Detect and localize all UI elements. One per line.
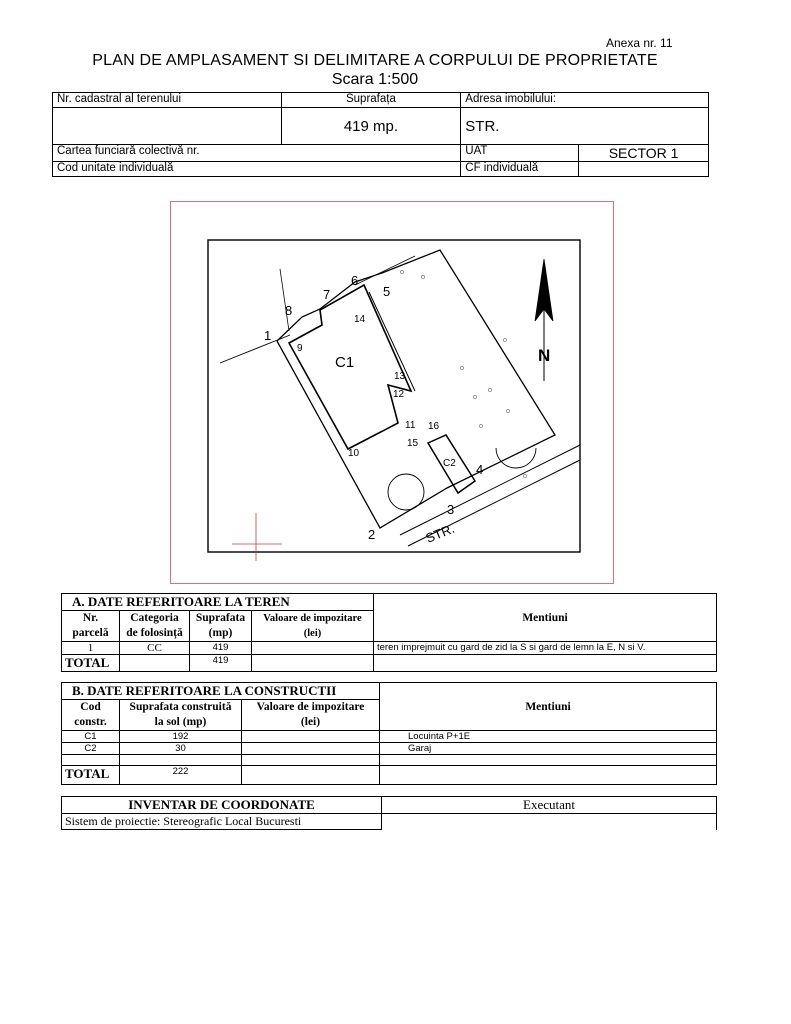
executant-label: Executant xyxy=(382,797,717,814)
point-label: 9 xyxy=(297,343,303,354)
land-book-label: Cartea funciară colectivă nr. xyxy=(53,145,461,162)
property-info-table xyxy=(52,92,709,177)
section-a-title: A. DATE REFERITOARE LA TEREN xyxy=(62,594,374,611)
col-notes-header: Mentiuni xyxy=(380,700,717,731)
uat-value: SECTOR 1 xyxy=(579,145,709,162)
point-label: 15 xyxy=(407,438,419,449)
point-label: 7 xyxy=(323,287,331,302)
neighbor-side-line xyxy=(280,269,289,331)
address-value: STR. xyxy=(461,108,709,145)
point-label: 16 xyxy=(428,421,440,432)
point-label: 3 xyxy=(447,502,455,517)
col-code-header: Cod constr. xyxy=(62,700,120,731)
building-c1-offset-line xyxy=(369,292,415,391)
col-tax-header: Valoare de impozitare (lei) xyxy=(252,611,374,642)
point-label: 5 xyxy=(383,284,391,299)
col-parcel-header: Nr. parcelă xyxy=(62,611,120,642)
street-line-1 xyxy=(400,445,580,535)
col-notes-header: Mentiuni xyxy=(374,611,717,642)
point-labels xyxy=(264,273,483,542)
tree-symbol xyxy=(388,474,424,510)
site-plan-drawing xyxy=(170,201,614,584)
cadastral-value xyxy=(53,108,282,145)
point-label: 2 xyxy=(368,527,376,542)
cf-value xyxy=(579,162,709,177)
point-label: 11 xyxy=(405,420,416,431)
cf-label: CF individuală xyxy=(461,162,579,177)
document-title: PLAN DE AMPLASAMENT SI DELIMITARE A CORPULUI DE PROPRIETATE xyxy=(92,52,658,69)
neighbor-top-line xyxy=(355,256,415,285)
building-c2-label: C2 xyxy=(443,458,456,469)
point-label: 1 xyxy=(264,328,272,343)
section-b-title: B. DATE REFERITOARE LA CONSTRUCTII xyxy=(62,683,380,700)
table-row: TOTAL 419 xyxy=(62,655,717,672)
vegetation-marks xyxy=(400,270,526,477)
north-label: N xyxy=(538,346,551,365)
construction-data-table xyxy=(61,682,717,785)
table-row: C2 30 Garaj xyxy=(62,743,717,755)
projection-system: Sistem de proiectie: Stereografic Local Bucuresti xyxy=(62,814,382,830)
parcel-boundary xyxy=(277,250,555,528)
cadastral-label: Nr. cadastral al terenului xyxy=(53,93,282,108)
col-surface-header: Suprafata (mp) xyxy=(190,611,252,642)
unit-code-label: Cod unitate individuală xyxy=(53,162,461,177)
surface-label: Suprafața xyxy=(281,93,461,108)
table-row: C1 192 Locuinta P+1E xyxy=(62,731,717,743)
annex-number: Anexa nr. 11 xyxy=(606,36,673,50)
surface-value: 419 mp. xyxy=(281,108,461,145)
coordinates-table xyxy=(61,796,717,830)
street-label: STR. xyxy=(423,520,457,546)
col-built-surface-header: Suprafata construită la sol (mp) xyxy=(120,700,242,731)
point-label: 10 xyxy=(348,448,360,459)
table-row: 1 CC 419 teren imprejmuit cu gard de zid la S si gard de lemn la E, N si V. xyxy=(62,642,717,655)
point-label: 12 xyxy=(393,389,405,400)
col-category-header: Categoria de folosință xyxy=(120,611,190,642)
uat-label: UAT xyxy=(461,145,579,162)
building-c1-label: C1 xyxy=(335,354,355,371)
land-data-table xyxy=(61,593,717,672)
point-label: 14 xyxy=(354,314,366,325)
table-row: TOTAL 222 xyxy=(62,766,717,785)
col-tax-header: Valoare de impozitare (lei) xyxy=(242,700,380,731)
address-label: Adresa imobilului: xyxy=(461,93,709,108)
scale-label: Scara 1:500 xyxy=(331,71,419,88)
coordinates-title: INVENTAR DE COORDONATE xyxy=(62,797,382,814)
point-labels-small xyxy=(297,314,440,459)
point-label: 8 xyxy=(285,303,293,318)
point-label: 13 xyxy=(394,371,406,382)
point-label: 4 xyxy=(476,462,484,477)
tree-symbol xyxy=(496,448,536,468)
point-label: 6 xyxy=(351,273,359,288)
